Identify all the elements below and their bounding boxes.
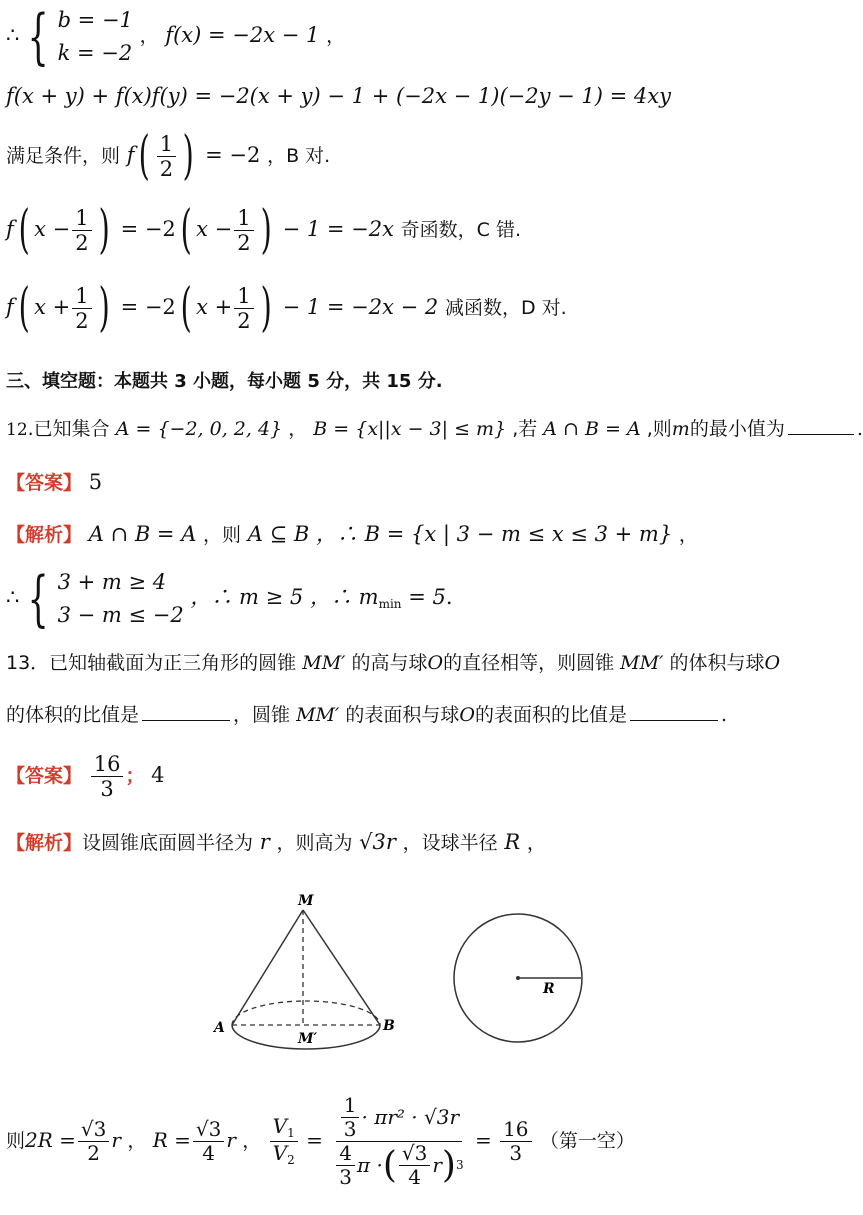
fraction: [193, 1118, 224, 1165]
line-option-c: [6, 200, 522, 261]
expr: x −: [34, 217, 71, 242]
expr: π ·: [356, 1153, 383, 1177]
var-r: r: [259, 830, 270, 854]
text: 减函数，D 对.: [444, 297, 567, 320]
paren-close: ): [441, 1144, 456, 1186]
paren-close: ): [98, 200, 110, 261]
frac-den: 2: [75, 231, 89, 256]
cone-name: MM′: [302, 652, 346, 674]
fraction: [234, 284, 253, 333]
solution-12-line-2: [6, 563, 453, 634]
expr: x +: [196, 295, 233, 320]
label-M: M: [298, 893, 314, 909]
label-B: B: [383, 1018, 395, 1034]
answer-12: [6, 470, 102, 495]
text: .已知集合: [27, 418, 110, 440]
frac-den: 3: [100, 777, 114, 802]
height-expr: √3r: [359, 830, 396, 854]
frac-den: 2: [237, 231, 251, 256]
line-condition-b: [6, 126, 331, 187]
text: ，则高为: [276, 832, 353, 854]
exponent: 3: [455, 1157, 464, 1172]
set-b: B = {x||x − 3| ≤ m}: [313, 418, 507, 440]
text: 的表面积与球: [345, 704, 460, 726]
expr: A ⊆ B: [247, 522, 310, 546]
answer-blank: [788, 416, 854, 435]
period: .: [856, 418, 863, 440]
fraction: [341, 1094, 360, 1141]
functional-equation: f(x + y) + f(x)f(y) = −2(x + y) − 1 + (−2x − 1)(−2y − 1) = 4xy: [6, 84, 671, 108]
text: 的最小值为: [689, 418, 785, 440]
text: 的体积与球: [669, 652, 765, 674]
var-r: r: [111, 1128, 121, 1152]
paren-close: ): [182, 126, 194, 187]
text: ，则: [203, 524, 242, 546]
line-functional-equation: [6, 84, 671, 109]
var-r: r: [432, 1153, 442, 1177]
sep: ，: [288, 418, 308, 440]
expr: = 5: [408, 585, 446, 610]
paren-open: (: [382, 1144, 397, 1186]
sys-row-1: 3 + m ≥ 4: [57, 570, 167, 594]
section-title: 三、填空题：本题共 3 小题，每小题 5 分，共 15 分.: [6, 371, 443, 392]
frac-den: 4: [408, 1165, 421, 1189]
paren-close: ): [98, 278, 110, 339]
sphere-diagram: [454, 914, 582, 1042]
answer-value: 4: [151, 763, 165, 788]
solution-13: [6, 830, 546, 855]
fraction: [399, 1142, 430, 1189]
frac-num: 1: [72, 206, 91, 231]
paren-open: (: [180, 200, 192, 261]
sys-row-2: 3 − m ≤ −2: [57, 602, 184, 627]
volume-ratio: [270, 1115, 298, 1168]
f-symbol: f: [6, 217, 14, 242]
fraction: [91, 752, 124, 801]
expr: ，∴ m: [309, 585, 379, 610]
equals: = −2: [205, 143, 261, 168]
question-12: [6, 416, 863, 441]
question-13-line-2: [6, 702, 727, 727]
label-R: R: [543, 981, 555, 997]
text: ，设球半径: [402, 832, 498, 854]
v1: V: [272, 1114, 288, 1139]
frac-num: 1: [72, 284, 91, 309]
expr: ，∴ m ≥ 5: [190, 585, 304, 610]
sep: ；: [125, 765, 145, 788]
left-brace: {: [27, 563, 49, 634]
paren-open: (: [18, 200, 30, 261]
expr: 2R =: [25, 1128, 76, 1152]
text: ,若: [512, 418, 538, 440]
equals: =: [474, 1128, 492, 1152]
paren-open: (: [18, 278, 30, 339]
frac-den: 3: [343, 1117, 357, 1141]
text: 的直径相等，则圆锥: [443, 652, 615, 674]
fraction: [78, 1118, 109, 1165]
expr: x −: [196, 217, 233, 242]
therefore-symbol: ∴: [6, 23, 20, 48]
fraction: [336, 1142, 355, 1189]
f-symbol: f: [6, 295, 14, 320]
equals: = −2: [120, 295, 176, 320]
sys-row-1: b = −1: [57, 8, 133, 32]
sep: ，: [326, 25, 346, 48]
paren-open: (: [139, 126, 151, 187]
text: 的体积的比值是: [6, 704, 140, 726]
frac-den: 2: [237, 309, 251, 334]
v2: V: [272, 1141, 288, 1165]
inequality-system: [58, 566, 184, 631]
text: 奇函数，C 错.: [400, 219, 522, 242]
text: 的高与球: [351, 652, 428, 674]
var-r: r: [226, 1128, 236, 1152]
var-R: R: [504, 830, 521, 854]
f-symbol: f: [126, 143, 135, 168]
frac-den: 2: [159, 157, 174, 182]
equals: = −2: [120, 217, 176, 242]
text: 设圆锥底面圆半径为: [82, 832, 254, 854]
answer-blank: [630, 702, 718, 721]
frac-num: √3: [78, 1118, 109, 1142]
text: 的表面积的比值是: [474, 704, 627, 726]
note: （第一空）: [539, 1130, 635, 1152]
fraction: [72, 284, 91, 333]
cone-name: MM′: [296, 704, 340, 726]
frac-num: 1: [157, 132, 176, 157]
period: .: [445, 585, 453, 610]
expr: − 1 = −2x − 2: [282, 295, 439, 320]
answer-blank: [142, 702, 230, 721]
frac-num: √3: [193, 1118, 224, 1142]
cone-sphere-figure: [0, 880, 800, 1070]
fx-definition: f(x) = −2x − 1: [165, 23, 320, 48]
text: ，圆锥: [233, 704, 291, 726]
condition: A ∩ B = A: [543, 418, 641, 440]
equals: =: [306, 1128, 323, 1152]
sep: ，: [526, 832, 546, 854]
final-computation: [6, 1094, 635, 1189]
fraction: [157, 132, 176, 181]
text: 则: [6, 1130, 26, 1152]
var-m: m: [671, 418, 690, 440]
fraction: [234, 206, 253, 255]
therefore-symbol: ∴: [6, 585, 20, 610]
fraction: [500, 1118, 531, 1165]
label-M-prime: M′: [298, 1031, 318, 1047]
set-a: A = {−2, 0, 2, 4}: [115, 418, 283, 440]
text: ，B 对.: [267, 145, 331, 168]
frac-num: 16: [500, 1118, 531, 1142]
text: 满足条件，则: [6, 145, 121, 168]
answer-label: 【答案】: [6, 765, 83, 788]
frac-num: 16: [91, 752, 124, 777]
label-A: A: [214, 1020, 225, 1036]
answer-13: [6, 752, 165, 801]
sep: ，: [242, 1130, 262, 1152]
expr: − 1 = −2x: [282, 217, 394, 242]
expr: R =: [152, 1128, 191, 1152]
answer-label: 【答案】: [6, 472, 83, 494]
frac-num: √3: [399, 1142, 430, 1166]
cone-diagram: [212, 893, 395, 1049]
expr: x +: [34, 295, 71, 320]
answer-value: 5: [88, 470, 103, 494]
big-fraction: [331, 1094, 466, 1189]
sep: ，: [127, 1130, 147, 1152]
expr: · πr² · √3r: [361, 1105, 460, 1129]
frac-den: 2: [75, 309, 89, 334]
question-13-line-1: [6, 652, 780, 675]
left-brace: {: [27, 1, 49, 72]
sys-row-2: k = −2: [57, 40, 133, 65]
cone-name: MM′: [620, 652, 664, 674]
frac-den: 2: [87, 1141, 101, 1165]
subscript: 1: [287, 1126, 295, 1141]
equation-system: [58, 4, 133, 69]
solution-label: 【解析】: [6, 524, 83, 546]
period: .: [720, 704, 728, 726]
frac-den: 3: [339, 1165, 352, 1189]
sphere-name: O: [764, 652, 781, 674]
sep: ，: [678, 524, 698, 546]
frac-den: 4: [202, 1141, 215, 1165]
fraction: [72, 206, 91, 255]
solution-label: 【解析】: [6, 832, 83, 854]
question-number: 12: [6, 420, 28, 440]
paren-close: ): [260, 278, 272, 339]
sphere-name: O: [459, 704, 475, 726]
frac-num: 1: [234, 284, 253, 309]
frac-num: 1: [341, 1094, 360, 1118]
line-option-d: [6, 278, 567, 339]
subscript: min: [378, 597, 402, 612]
sphere-name: O: [427, 652, 444, 674]
expr: A ∩ B = A: [88, 522, 197, 546]
frac-num: 1: [234, 206, 253, 231]
frac-num: 4: [336, 1142, 355, 1166]
paren-open: (: [180, 278, 192, 339]
paren-close: ): [260, 200, 272, 261]
sep: ，: [139, 25, 159, 48]
text: 13．已知轴截面为正三角形的圆锥: [6, 652, 297, 674]
subscript: 2: [287, 1153, 295, 1167]
section-heading: [6, 368, 443, 393]
line-system-bk: [6, 1, 346, 72]
solution-12-line-1: [6, 522, 698, 547]
expr: ，∴ B = {x | 3 − m ≤ x ≤ 3 + m}: [315, 522, 673, 546]
text: ,则: [646, 418, 672, 440]
frac-den: 3: [509, 1141, 523, 1165]
